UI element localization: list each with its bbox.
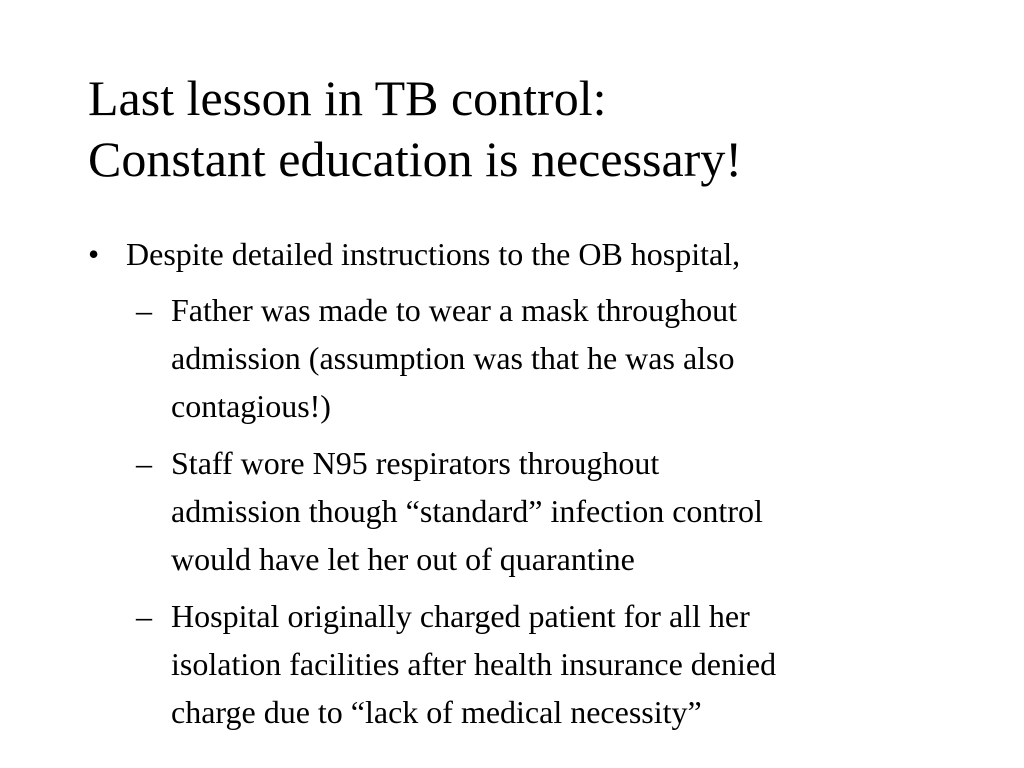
dash-marker: – [136, 445, 152, 481]
sub-bullet-line: Hospital originally charged patient for all her [171, 598, 750, 634]
sub-bullet-item [136, 439, 968, 583]
title-line-2: Constant education is necessary! [88, 131, 742, 187]
dash-marker: – [136, 292, 152, 328]
sub-bullet-line: would have let her out of quarantine [171, 541, 635, 577]
sub-bullet-line: Father was made to wear a mask throughout [171, 292, 738, 328]
sub-bullet-line: charge due to “lack of medical necessity” [171, 694, 702, 730]
sub-bullet-item [136, 592, 968, 736]
slide-body [88, 230, 968, 745]
sub-bullet-line: admission (assumption was that he was also [171, 340, 735, 376]
sub-bullet-line: contagious!) [171, 388, 331, 424]
sub-bullet-line: admission though “standard” infection control [171, 493, 763, 529]
dash-marker: – [136, 598, 152, 634]
bullet-item [88, 230, 968, 278]
title-line-1: Last lesson in TB control: [88, 70, 607, 126]
sub-bullet-line: Staff wore N95 respirators throughout [171, 445, 660, 481]
sub-bullet-line: isolation facilities after health insurance denied [171, 646, 777, 682]
sub-bullet-list [88, 286, 968, 736]
slide-title [88, 68, 968, 190]
bullet-marker: • [88, 236, 100, 272]
bullet-text: Despite detailed instructions to the OB hospital, [126, 236, 741, 272]
sub-bullet-item [136, 286, 968, 430]
